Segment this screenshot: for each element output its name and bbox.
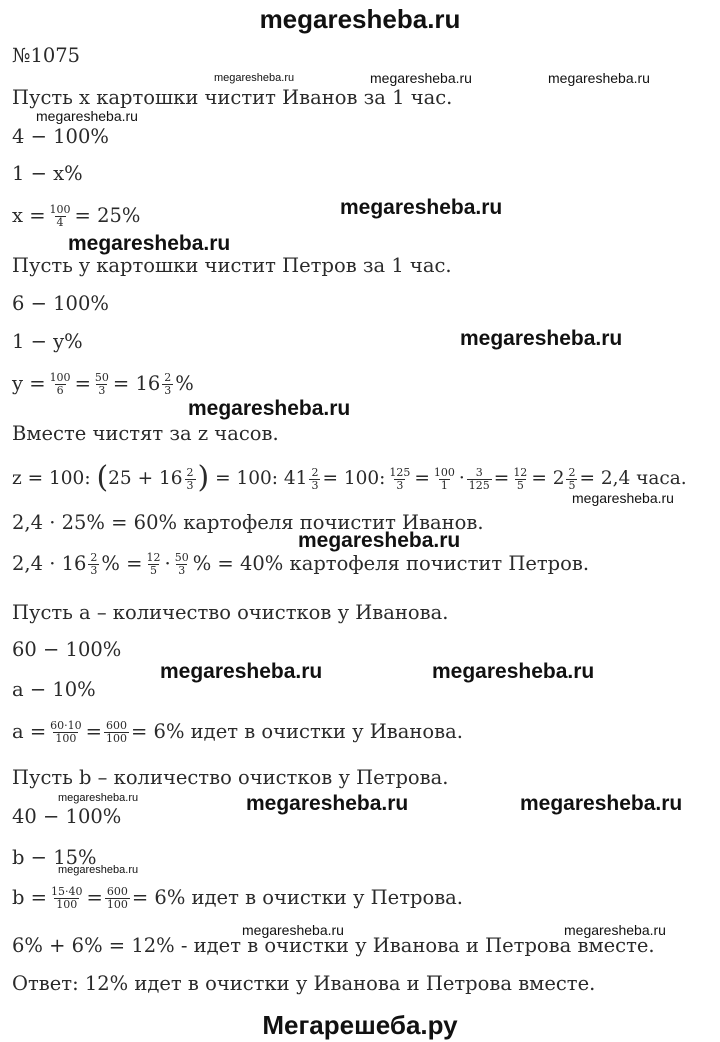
watermark: megaresheba.ru [432, 660, 595, 683]
fraction: $\frac{100}{4}$ [49, 203, 71, 229]
watermark: megaresheba.ru [68, 232, 231, 255]
formula-line: z = 100: (25 + 16 $\frac{2}{3}$ ) = 100: 41 $\frac{2}{3}$ = 100: $\frac{125}{3}$ = $\frac{100}{1}$ · $\frac{3}{125}$ = $\frac{12}{5}$ = 2 $\frac{2}{5}$ = 2,4 часа. [12, 460, 687, 495]
fraction: $\frac{600}{100}$ [106, 885, 128, 911]
fraction: $\frac{2}{5}$ [568, 465, 576, 492]
text-line: Пусть x картошки чистит Иванов за 1 час. [12, 86, 453, 109]
text-line: 1 − x% [12, 162, 83, 185]
fraction: $\frac{2}{3}$ [311, 465, 319, 492]
site-footer: Мегарешеба.ру [262, 1010, 458, 1040]
fraction: $\frac{12}{5}$ [146, 551, 161, 577]
fraction: $\frac{2}{3}$ [90, 551, 98, 577]
fraction: $\frac{50}{3}$ [174, 551, 189, 577]
fraction: $\frac{2}{3}$ [186, 465, 194, 492]
text-line: 60 − 100% [12, 638, 122, 661]
fraction: $\frac{3}{125}$ [468, 465, 490, 492]
fraction: $\frac{600}{100}$ [106, 719, 128, 745]
text-line: Вместе чистят за z часов. [12, 422, 279, 445]
watermark: megaresheba.ru [298, 529, 461, 552]
formula-line: a = $\frac{60\cdot 10}{100}$ = $\frac{600}{100}$ = 6% идет в очистки у Иванова. [12, 719, 463, 745]
fraction: $\frac{50}{3}$ [94, 371, 109, 397]
watermark: megaresheba.ru [340, 196, 503, 219]
text-line: 1 − y% [12, 330, 83, 353]
watermark: megaresheba.ru [548, 70, 650, 86]
fraction: $\frac{15\cdot 40}{100}$ [51, 885, 83, 911]
formula-line: x = $\frac{100}{4}$ = 25% [12, 203, 141, 229]
watermark: megaresheba.ru [160, 660, 323, 683]
fraction: $\frac{2}{3}$ [164, 371, 172, 397]
fraction: $\frac{12}{5}$ [513, 465, 528, 492]
fraction: $\frac{60\cdot 10}{100}$ [50, 719, 82, 745]
watermark: megaresheba.ru [370, 70, 472, 86]
text-line: 6% + 6% = 12% - идет в очистки у Иванова и Петрова вместе. [12, 934, 655, 957]
answer-line: Ответ: 12% идет в очистки у Иванова и Петрова вместе. [12, 972, 596, 995]
text-line: Пусть a – количество очистков у Иванова. [12, 601, 449, 624]
text-line: 4 − 100% [12, 125, 109, 148]
watermark: megaresheba.ru [242, 922, 344, 938]
formula-line: 2,4 · 16 $\frac{2}{3}$ % = $\frac{12}{5}$ · $\frac{50}{3}$ % = 40% картофеля почистит Петров. [12, 551, 590, 577]
watermark: megaresheba.ru [58, 864, 139, 876]
text-line: 40 − 100% [12, 805, 122, 828]
watermark: megaresheba.ru [520, 792, 683, 815]
watermark: megaresheba.ru [214, 72, 295, 84]
watermark: megaresheba.ru [572, 490, 674, 506]
text-line: 6 − 100% [12, 292, 109, 315]
watermark: megaresheba.ru [58, 792, 139, 804]
fraction: $\frac{100}{1}$ [433, 465, 455, 492]
watermark: megaresheba.ru [188, 397, 351, 420]
watermark: megaresheba.ru [564, 922, 666, 938]
fraction: $\frac{100}{6}$ [49, 371, 71, 397]
formula-line: y = $\frac{100}{6}$ = $\frac{50}{3}$ = 16 $\frac{2}{3}$ % [12, 371, 194, 397]
text-line: 2,4 · 25% = 60% картофеля почистит Иванов. [12, 511, 484, 534]
text-line: a − 10% [12, 678, 96, 701]
text-line: Пусть y картошки чистит Петров за 1 час. [12, 254, 452, 277]
text-line: Пусть b – количество очистков у Петрова. [12, 766, 449, 789]
problem-number: №1075 [12, 44, 81, 67]
fraction: $\frac{125}{3}$ [389, 465, 411, 492]
watermark: megaresheba.ru [460, 327, 623, 350]
site-header: megaresheba.ru [259, 4, 461, 34]
text-line: b − 15% [12, 846, 97, 869]
formula-line: b = $\frac{15\cdot 40}{100}$ = $\frac{600}{100}$ = 6% идет в очистки у Петрова. [12, 885, 464, 911]
watermark: megaresheba.ru [36, 108, 138, 124]
watermark: megaresheba.ru [246, 792, 409, 815]
